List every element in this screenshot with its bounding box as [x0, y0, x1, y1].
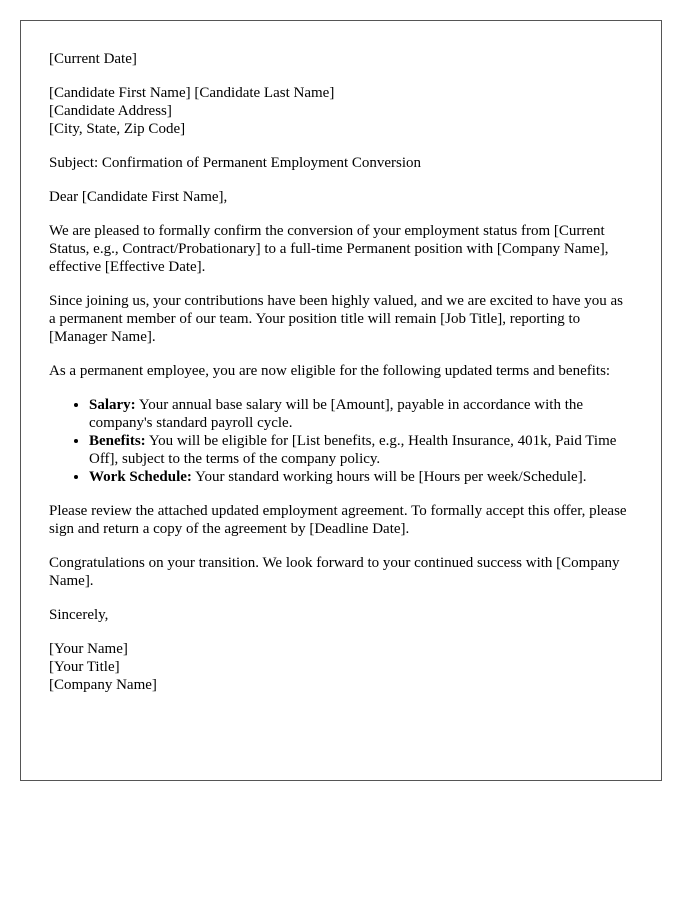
paragraph-contributions: Since joining us, your contributions have been highly valued, and we are excited to have you as a permanent member of our team. Your position title will remain [Job Title], reporting to [Manager Name].	[49, 293, 624, 345]
salutation: Dear [Candidate First Name],	[49, 189, 228, 205]
recipient-address-block	[49, 84, 633, 138]
list-item	[89, 432, 633, 468]
term-text-work-schedule: Your standard working hours will be [Hours per week/Schedule].	[191, 469, 587, 485]
list-item	[89, 396, 633, 432]
paragraph-agreement: Please review the attached updated employment agreement. To formally accept this offer, please sign and return a copy of the agreement by [Deadline Date].	[49, 503, 627, 537]
recipient-name: [Candidate First Name] [Candidate Last Name]	[49, 85, 335, 101]
term-label-benefits: Benefits:	[89, 433, 146, 449]
signature-block	[49, 640, 633, 694]
term-label-work-schedule: Work Schedule:	[89, 469, 192, 485]
term-label-salary: Salary:	[89, 397, 136, 413]
current-date: [Current Date]	[49, 51, 137, 67]
signer-company: [Company Name]	[49, 677, 157, 693]
list-item	[89, 468, 633, 486]
closing: Sincerely,	[49, 607, 109, 623]
signer-name: [Your Name]	[49, 641, 128, 657]
letter-page	[20, 20, 662, 781]
terms-list	[49, 396, 633, 486]
paragraph-conversion: We are pleased to formally confirm the conversion of your employment status from [Current Status, e.g., Contract/Probationary] to a full-time Permanent position with [Company Name], effective [Effective Date].	[49, 223, 609, 275]
paragraph-congratulations: Congratulations on your transition. We look forward to your continued success with [Company Name].	[49, 555, 620, 589]
paragraph-eligibility: As a permanent employee, you are now eligible for the following updated terms and benefits:	[49, 363, 611, 379]
term-text-salary: Your annual base salary will be [Amount], payable in accordance with the company's standard payroll cycle.	[89, 397, 584, 431]
signer-title: [Your Title]	[49, 659, 120, 675]
term-text-benefits: You will be eligible for [List benefits, e.g., Health Insurance, 401k, Paid Time Off], subject to the terms of the company policy.	[89, 433, 617, 467]
subject-line: Subject: Confirmation of Permanent Employment Conversion	[49, 155, 422, 171]
date-line	[49, 50, 633, 68]
recipient-address: [Candidate Address]	[49, 103, 172, 119]
recipient-city-state-zip: [City, State, Zip Code]	[49, 121, 186, 137]
